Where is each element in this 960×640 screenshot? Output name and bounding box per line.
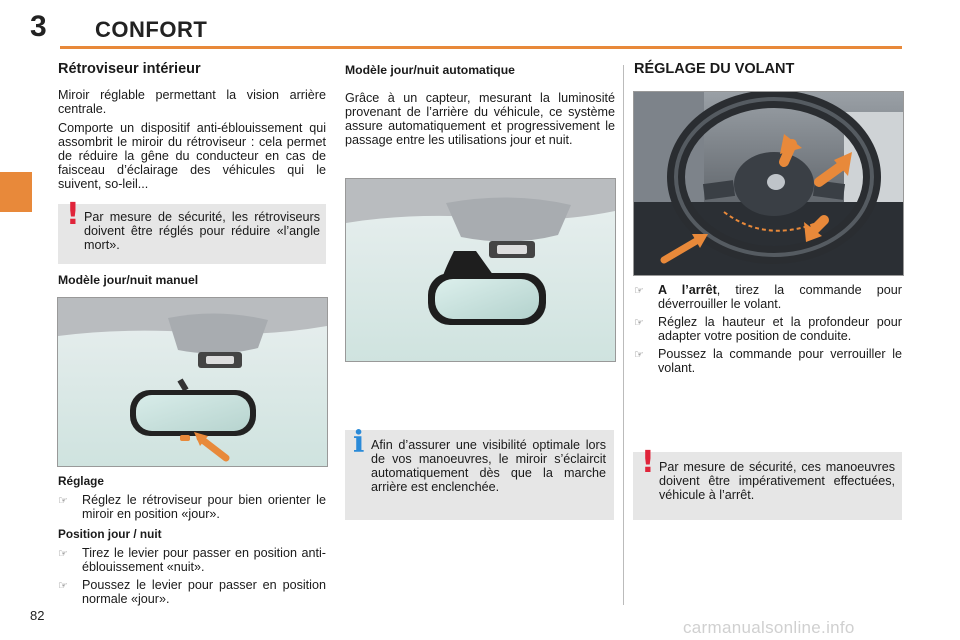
header-rule <box>60 46 902 49</box>
steering-wheel-svg <box>634 92 903 275</box>
auto-model-title: Modèle jour/nuit automatique <box>345 63 515 77</box>
steering-steps <box>634 283 902 379</box>
left-column <box>58 62 326 196</box>
reglage-item-text: Réglez le rétroviseur pour bien orienter le miroir en position «jour». <box>82 493 326 521</box>
column-divider <box>623 65 624 605</box>
pointer-bullet-icon: ☞ <box>58 580 68 592</box>
manual-mirror-illustration <box>57 297 328 467</box>
auto-mirror-illustration <box>345 178 616 362</box>
position-title: Position jour / nuit <box>58 527 162 541</box>
warning-icon: ! <box>641 445 655 480</box>
manual-mirror-svg <box>58 298 327 466</box>
steering-step <box>634 315 902 343</box>
position-item <box>58 546 326 574</box>
pointer-bullet-icon: ☞ <box>634 317 644 329</box>
section-title-volant: RÉGLAGE DU VOLANT <box>634 61 795 77</box>
info-icon: i <box>353 425 365 460</box>
pointer-bullet-icon: ☞ <box>634 349 644 361</box>
chapter-side-tab <box>0 172 32 212</box>
steering-step-text: Poussez la commande pour verrouiller le volant. <box>658 347 902 375</box>
right-column <box>634 62 902 76</box>
info-box-middle <box>345 425 614 520</box>
position-item <box>58 578 326 606</box>
chapter-number: 3 <box>30 10 47 43</box>
pointer-bullet-icon: ☞ <box>58 495 68 507</box>
auto-mirror-svg <box>346 179 615 361</box>
step-rest: , tirez la commande pour déverrouiller le volant. <box>658 283 902 311</box>
warning-text-right: Par mesure de sécurité, ces manoeuvres doivent être impérativement effectuées, véhicule à l’arrêt. <box>659 460 895 502</box>
step-emphasis: A l’arrêt <box>658 283 717 297</box>
pointer-bullet-icon: ☞ <box>58 548 68 560</box>
steering-step <box>634 347 902 375</box>
warning-box-left <box>58 197 326 264</box>
manual-model-title: Modèle jour/nuit manuel <box>58 273 199 287</box>
manual-instructions <box>58 474 326 610</box>
info-text-middle: Afin d’assurer une visibilité optimale lors de vos manoeuvres, le miroir s’éclaircit automatiquement dès que la marche arrière est enclenchée. <box>371 438 606 494</box>
position-item-text: Tirez le levier pour passer en position anti-éblouissement «nuit». <box>82 546 326 574</box>
steering-step-text <box>658 283 902 311</box>
left-paragraph-2: Comporte un dispositif anti-éblouissement qui assombrit le miroir du rétroviseur : cela permet de réduire la gêne du conducteur en cas de faisceau d’éclairage des véhicules qui le suivent, so-leil... <box>58 121 326 191</box>
section-title-retroviseur: Rétroviseur intérieur <box>58 61 201 77</box>
warning-text-left: Par mesure de sécurité, les rétroviseurs doivent être réglés pour réduire «l’angle mort». <box>84 210 320 252</box>
position-item-text: Poussez le levier pour passer en position normale «jour». <box>82 578 326 606</box>
pointer-bullet-icon: ☞ <box>634 285 644 297</box>
reglage-title: Réglage <box>58 474 104 488</box>
steering-wheel-illustration <box>633 91 904 276</box>
left-paragraph-1: Miroir réglable permettant la vision arrière centrale. <box>58 88 326 116</box>
chapter-title: CONFORT <box>95 17 208 42</box>
middle-column <box>345 63 615 152</box>
middle-paragraph-1: Grâce à un capteur, mesurant la luminosité provenant de l’arrière du véhicule, ce système assure automatiquement et progressivement le passage entre les utilisations jour et nuit. <box>345 91 615 147</box>
warning-icon: ! <box>66 197 80 232</box>
steering-step <box>634 283 902 311</box>
page-number: 82 <box>30 608 45 623</box>
steering-step-text: Réglez la hauteur et la profondeur pour adapter votre position de conduite. <box>658 315 902 343</box>
watermark: carmanualsonline.info <box>683 618 855 637</box>
reglage-item <box>58 493 326 521</box>
warning-box-right <box>633 445 902 520</box>
manual-model-heading-block <box>58 273 326 287</box>
